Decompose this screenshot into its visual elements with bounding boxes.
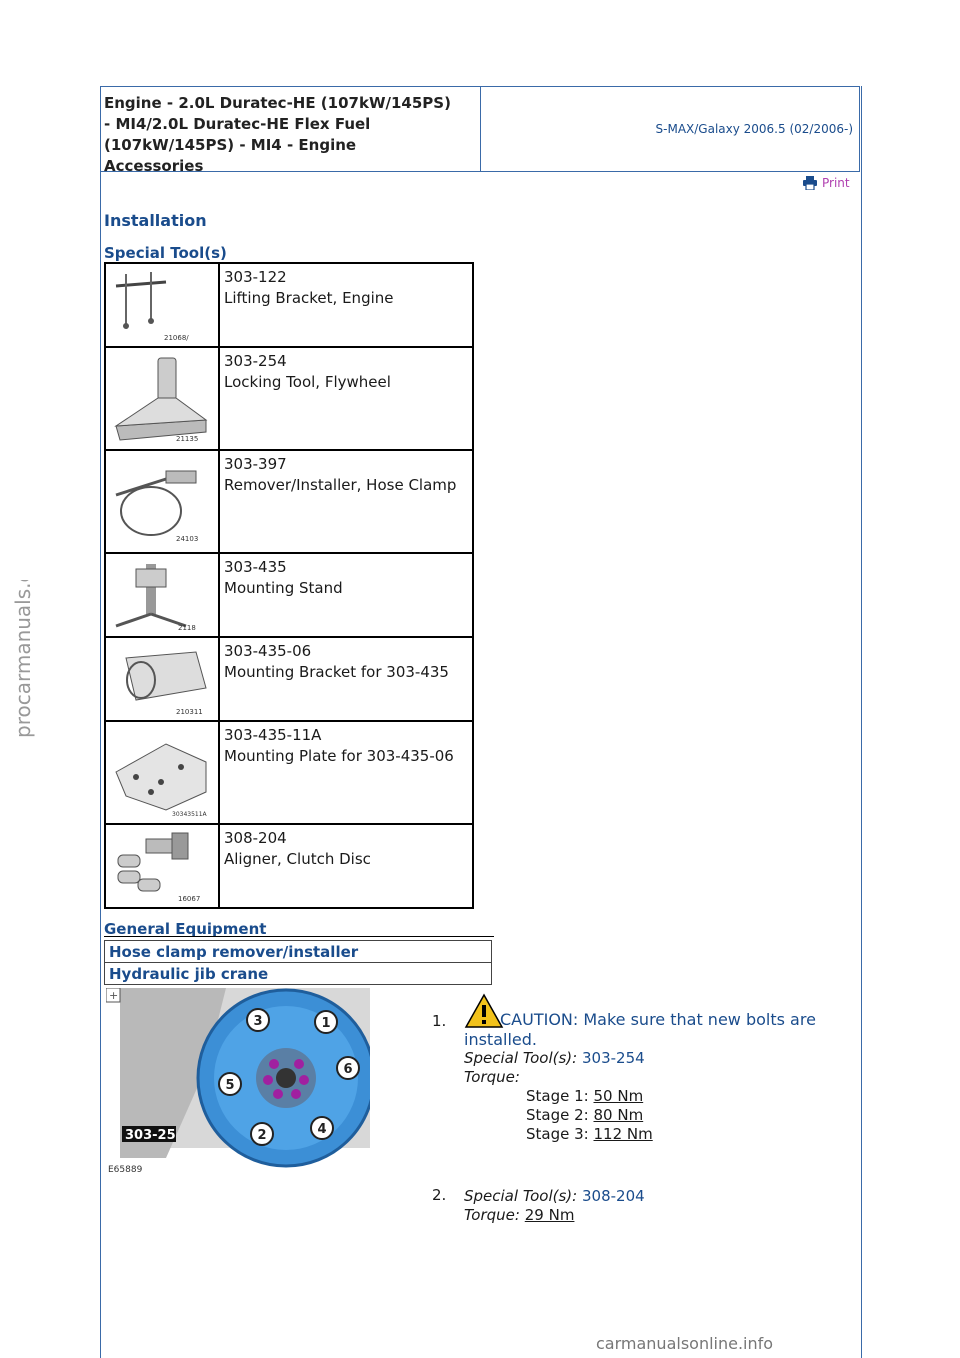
tool-row bbox=[105, 721, 473, 824]
svg-text:4: 4 bbox=[317, 1122, 327, 1137]
svg-text:5: 5 bbox=[225, 1078, 235, 1093]
stage-label: Stage 2: bbox=[526, 1106, 589, 1124]
torque-value: 29 Nm bbox=[524, 1206, 575, 1224]
tool-image bbox=[105, 450, 219, 553]
caution-text-cont: installed. bbox=[464, 1030, 537, 1049]
tool-name: Mounting Bracket for 303-435 bbox=[224, 663, 449, 681]
tool-image bbox=[105, 263, 219, 347]
printer-icon bbox=[802, 176, 818, 190]
special-tools-table bbox=[104, 262, 474, 909]
tool-image bbox=[105, 824, 219, 908]
title-line: (107kW/145PS) - MI4 - Engine bbox=[104, 136, 357, 154]
special-tool-link[interactable]: 303-254 bbox=[582, 1049, 645, 1067]
tool-code: 303-435 bbox=[224, 558, 287, 576]
tool-text bbox=[219, 263, 473, 347]
tool-row bbox=[105, 637, 473, 721]
step-number: 1. bbox=[432, 1012, 447, 1030]
mounting-plate-icon bbox=[106, 722, 216, 820]
vehicle-model: S-MAX/Galaxy 2006.5 (02/2006-) bbox=[655, 122, 853, 136]
tool-name: Mounting Plate for 303-435-06 bbox=[224, 747, 454, 765]
print-button[interactable] bbox=[802, 176, 850, 190]
tool-name: Mounting Stand bbox=[224, 579, 343, 597]
hose-clamp-tool-icon bbox=[106, 451, 216, 549]
tool-name: Locking Tool, Flywheel bbox=[224, 373, 391, 391]
tool-code: 303-435-06 bbox=[224, 642, 312, 660]
tool-code: 303-435-11A bbox=[224, 726, 322, 744]
svg-text:21135: 21135 bbox=[176, 435, 199, 443]
general-equipment-table bbox=[104, 940, 492, 985]
caution-text: CAUTION: Make sure that new bolts are bbox=[500, 1010, 816, 1029]
divider bbox=[104, 936, 494, 937]
general-equipment-heading: General Equipment bbox=[104, 920, 267, 938]
locking-tool-icon bbox=[106, 348, 216, 446]
clutch-aligner-icon bbox=[106, 825, 216, 905]
svg-text:procarmanuals.com: procarmanuals.com bbox=[11, 580, 35, 738]
tool-code: 308-204 bbox=[224, 829, 287, 847]
equipment-item: Hose clamp remover/installer bbox=[105, 941, 492, 963]
equipment-row bbox=[105, 941, 492, 963]
svg-text:6: 6 bbox=[343, 1062, 353, 1077]
footer-watermark: carmanualsonline.info bbox=[596, 1334, 774, 1353]
tool-code: 303-254 bbox=[224, 352, 287, 370]
tool-image bbox=[105, 721, 219, 824]
title-line: Engine - 2.0L Duratec-HE (107kW/145PS) bbox=[104, 94, 451, 112]
svg-text:2: 2 bbox=[257, 1128, 267, 1143]
tool-row bbox=[105, 347, 473, 450]
stage-label: Stage 1: bbox=[526, 1087, 589, 1105]
print-label: Print bbox=[822, 176, 850, 190]
document-header bbox=[100, 86, 860, 175]
svg-text:24103: 24103 bbox=[176, 535, 199, 543]
equipment-item: Hydraulic jib crane bbox=[105, 963, 492, 985]
watermark bbox=[0, 580, 44, 740]
tool-text bbox=[219, 347, 473, 450]
tool-code: 303-397 bbox=[224, 455, 287, 473]
tool-image bbox=[105, 347, 219, 450]
torque-stage bbox=[526, 1105, 643, 1125]
stage-label: Stage 3: bbox=[526, 1125, 589, 1143]
tool-name: Lifting Bracket, Engine bbox=[224, 289, 394, 307]
torque-stage bbox=[526, 1086, 643, 1106]
warning-icon bbox=[464, 993, 504, 1029]
svg-text:E65889: E65889 bbox=[108, 1165, 143, 1175]
svg-text:2118: 2118 bbox=[178, 624, 196, 632]
tool-row bbox=[105, 824, 473, 908]
tool-row bbox=[105, 553, 473, 637]
svg-text:303-25: 303-25 bbox=[125, 1128, 176, 1143]
section-title: Installation bbox=[104, 211, 207, 230]
mounting-bracket-icon bbox=[106, 638, 216, 718]
tool-code: 303-122 bbox=[224, 268, 287, 286]
svg-text:210311: 210311 bbox=[176, 708, 203, 716]
tool-text bbox=[219, 721, 473, 824]
title-line: Accessories bbox=[104, 157, 204, 175]
tool-name: Remover/Installer, Hose Clamp bbox=[224, 476, 457, 494]
torque-label: Torque: bbox=[464, 1068, 520, 1086]
tool-image bbox=[105, 637, 219, 721]
tool-row bbox=[105, 450, 473, 553]
mounting-stand-icon bbox=[106, 554, 216, 634]
flywheel-figure bbox=[106, 988, 370, 1180]
torque-label: Torque: bbox=[464, 1206, 520, 1224]
stage-value: 80 Nm bbox=[593, 1106, 644, 1124]
equipment-row bbox=[105, 963, 492, 985]
tool-text bbox=[219, 824, 473, 908]
special-tools-label: Special Tool(s): bbox=[464, 1187, 578, 1205]
svg-text:1: 1 bbox=[321, 1016, 331, 1031]
stage-value: 112 Nm bbox=[593, 1125, 653, 1143]
stage-value: 50 Nm bbox=[593, 1087, 644, 1105]
svg-text:16067: 16067 bbox=[178, 895, 201, 903]
special-tool-link[interactable]: 308-204 bbox=[582, 1187, 645, 1205]
torque-stage bbox=[526, 1124, 653, 1144]
tool-row bbox=[105, 263, 473, 347]
title-line: - MI4/2.0L Duratec-HE Flex Fuel bbox=[104, 115, 371, 133]
tool-text bbox=[219, 553, 473, 637]
tool-name: Aligner, Clutch Disc bbox=[224, 850, 371, 868]
svg-text:+: + bbox=[109, 989, 119, 1002]
step-number: 2. bbox=[432, 1186, 447, 1204]
tool-image bbox=[105, 553, 219, 637]
special-tools-label: Special Tool(s): bbox=[464, 1049, 578, 1067]
svg-text:30343511A: 30343511A bbox=[172, 811, 207, 818]
svg-text:21068/: 21068/ bbox=[164, 334, 189, 342]
lifting-bracket-icon bbox=[106, 264, 216, 344]
special-tools-heading: Special Tool(s) bbox=[104, 244, 227, 262]
svg-text:3: 3 bbox=[253, 1014, 263, 1029]
tool-text bbox=[219, 450, 473, 553]
document-title bbox=[101, 87, 481, 175]
tool-text bbox=[219, 637, 473, 721]
